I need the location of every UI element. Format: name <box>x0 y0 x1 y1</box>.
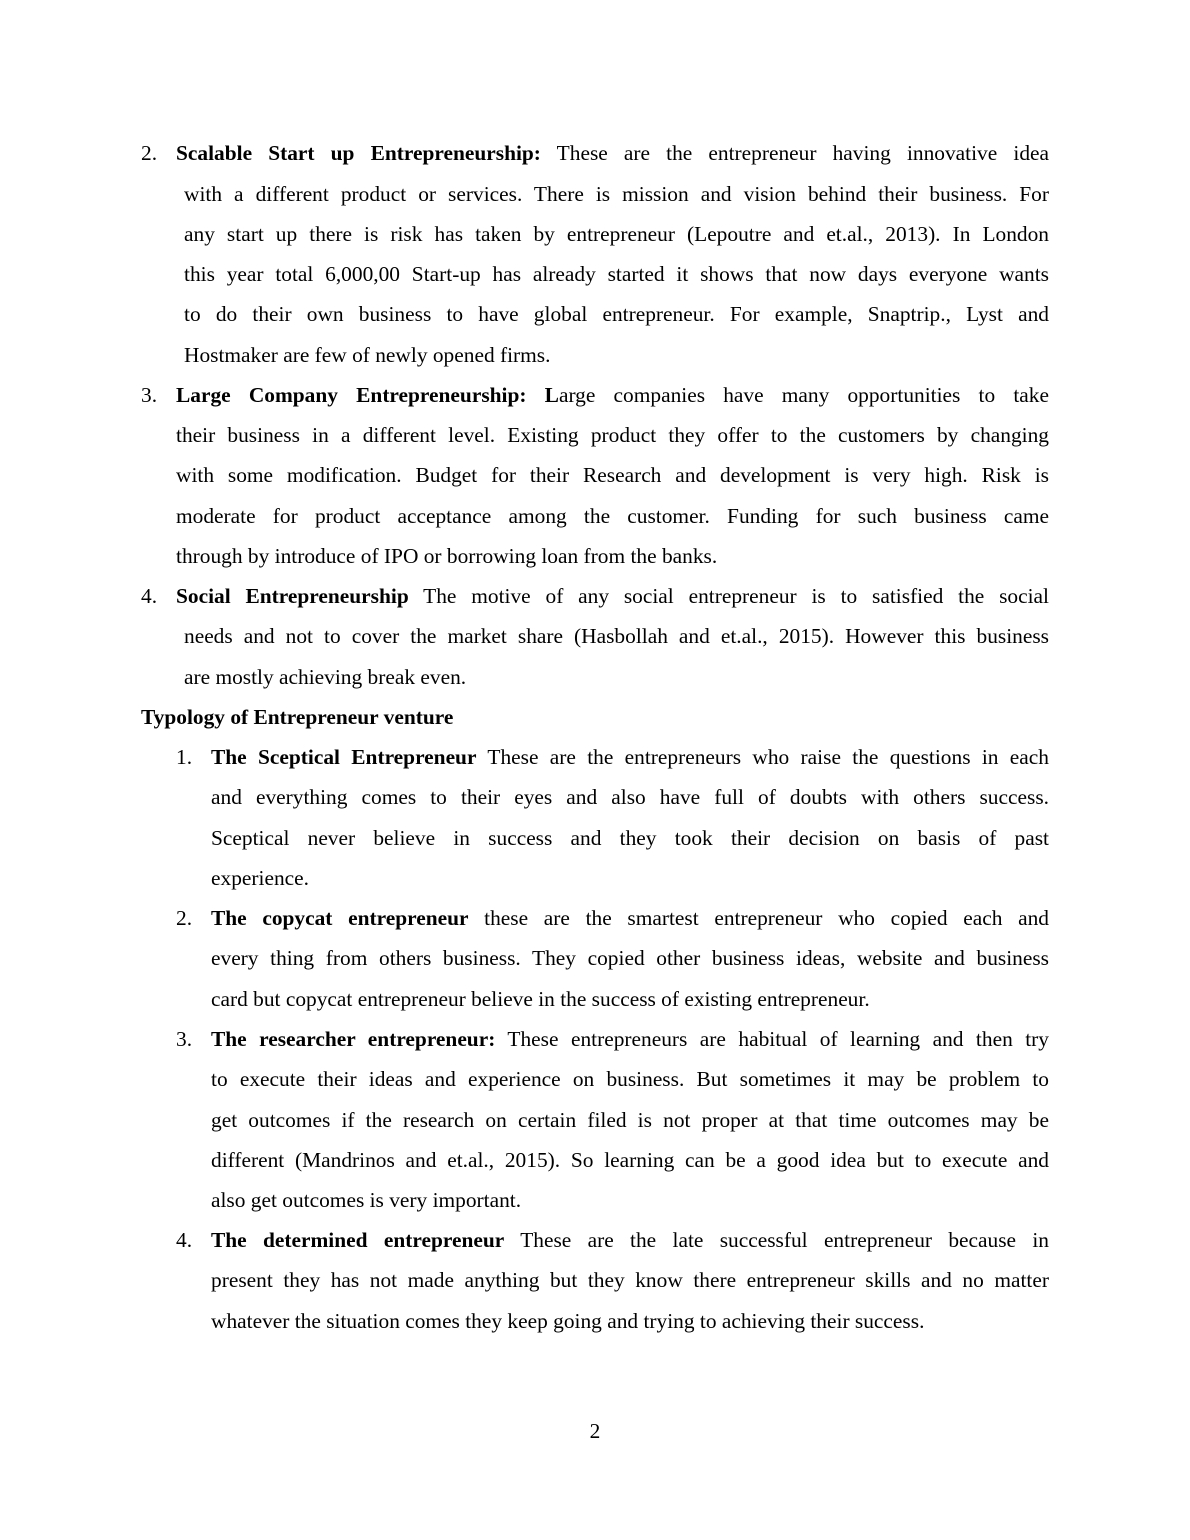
text-line: These entrepreneurs are habitual of learning and then try <box>495 1027 1049 1051</box>
page-number: 2 <box>589 1419 601 1443</box>
text-line: These are the entrepreneurs who raise the questions in each <box>476 745 1049 769</box>
text-line: to do their own business to have global entrepreneur. For example, Snaptrip., Lyst and <box>184 302 1049 326</box>
text-line: also get outcomes is very important. <box>211 1188 522 1212</box>
text-line: these are the smartest entrepreneur who copied each and <box>468 906 1049 930</box>
text-line: whatever the situation comes they keep going and trying to achieving their success. <box>211 1309 925 1333</box>
text-line: These are the late successful entrepreneur because in <box>504 1228 1049 1252</box>
text-line: get outcomes if the research on certain filed is not proper at that time outcomes may be <box>211 1108 1049 1132</box>
text-line: present they has not made anything but they know there entrepreneur skills and no matter <box>211 1268 1049 1292</box>
text-line: to execute their ideas and experience on business. But sometimes it may be problem to <box>211 1067 1049 1091</box>
text-line: with some modification. Budget for their Research and development is very high. Risk is <box>176 463 1049 487</box>
text-line: card but copycat entrepreneur believe in the success of existing entrepreneur. <box>211 987 870 1011</box>
list-item-title: The researcher entrepreneur: <box>211 1027 496 1051</box>
text-line: different (Mandrinos and et.al., 2015). So learning can be a good idea but to execute and <box>211 1148 1049 1172</box>
list-item-first-line <box>211 1230 1049 1251</box>
text-line: arge companies have many opportunities to take <box>558 383 1049 407</box>
text-line: this year total 6,000,00 Start-up has already started it shows that now days everyone wants <box>184 262 1049 286</box>
list-item-first-line <box>176 385 1049 406</box>
list-item-title: Social Entrepreneurship <box>176 584 409 608</box>
text-line: with a different product or services. There is mission and vision behind their business. For <box>184 182 1049 206</box>
list-item-title: The copycat entrepreneur <box>211 906 469 930</box>
list-item-number: 4. <box>176 1228 193 1252</box>
list-item-title: Large Company Entrepreneurship: L <box>176 383 559 407</box>
text-line: their business in a different level. Existing product they offer to the customers by changing <box>176 423 1049 447</box>
text-line: The motive of any social entrepreneur is to satisfied the social <box>408 584 1049 608</box>
list-item-first-line <box>211 908 1049 929</box>
list-item-number: 4. <box>141 584 158 608</box>
text-line: These are the entrepreneur having innovative idea <box>540 141 1050 165</box>
list-item-number: 2. <box>141 141 158 165</box>
list-item-first-line <box>176 143 1049 164</box>
text-line: are mostly achieving break even. <box>184 665 467 689</box>
list-item-number: 2. <box>176 906 193 930</box>
list-item-title: The Sceptical Entrepreneur <box>211 745 477 769</box>
list-item-title: Scalable Start up Entrepreneurship: <box>176 141 541 165</box>
list-item-number: 3. <box>176 1027 193 1051</box>
text-line: and everything comes to their eyes and also have full of doubts with others success. <box>211 785 1049 809</box>
text-line: experience. <box>211 866 309 890</box>
text-line: every thing from others business. They copied other business ideas, website and business <box>211 946 1049 970</box>
list-item-first-line <box>211 1029 1049 1050</box>
text-line: through by introduce of IPO or borrowing loan from the banks. <box>176 544 718 568</box>
text-line: needs and not to cover the market share (Hasbollah and et.al., 2015). However this business <box>184 624 1049 648</box>
list-item-title: The determined entrepreneur <box>211 1228 505 1252</box>
list-item-number: 1. <box>176 745 193 769</box>
list-item-first-line <box>211 747 1049 768</box>
text-line: Hostmaker are few of newly opened firms. <box>184 343 551 367</box>
section-heading: Typology of Entrepreneur venture <box>141 705 454 729</box>
text-line: moderate for product acceptance among the customer. Funding for such business came <box>176 504 1049 528</box>
list-item-number: 3. <box>141 383 158 407</box>
text-line: any start up there is risk has taken by entrepreneur (Lepoutre and et.al., 2013). In London <box>184 222 1049 246</box>
text-line: Sceptical never believe in success and they took their decision on basis of past <box>211 826 1049 850</box>
list-item-first-line <box>176 586 1049 607</box>
